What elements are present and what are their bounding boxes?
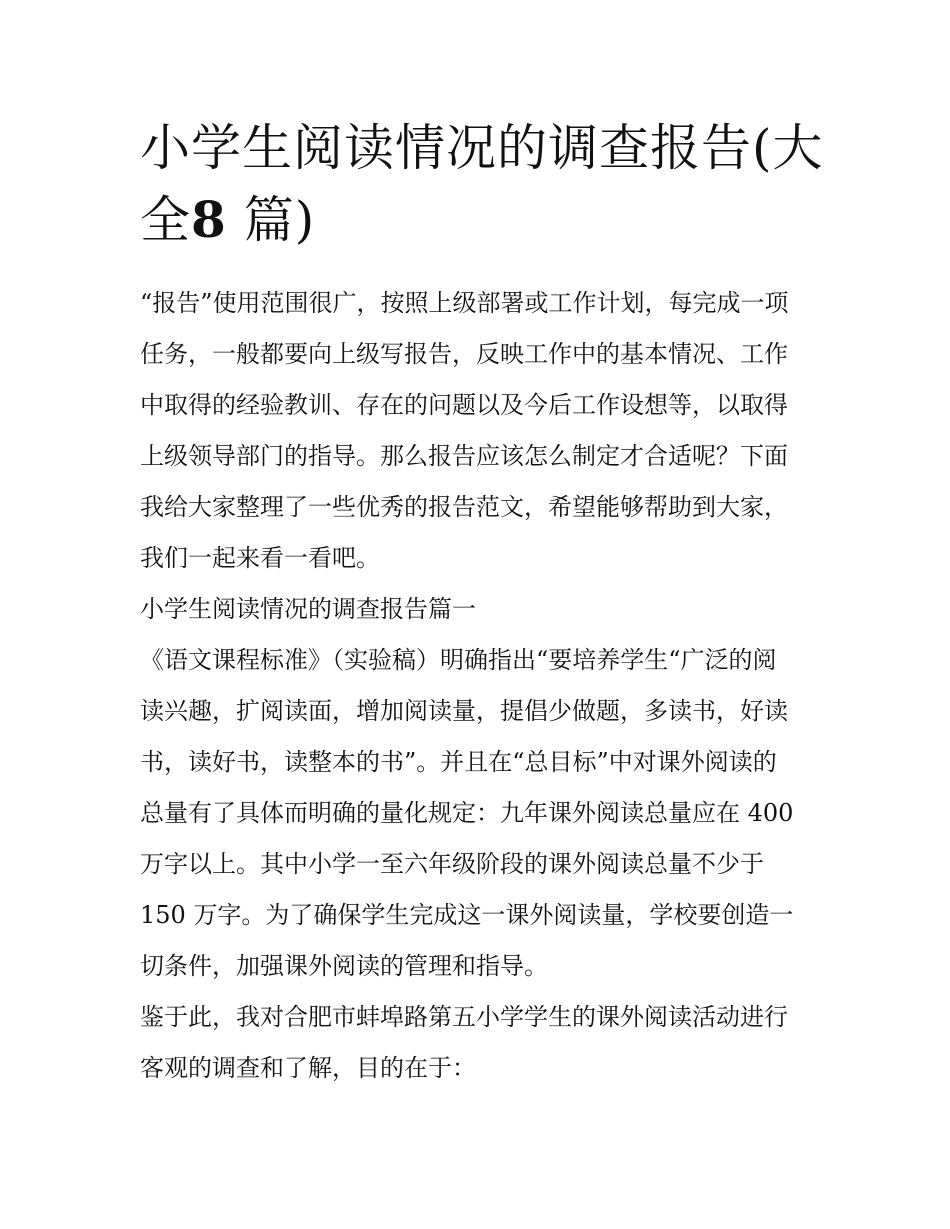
body-line: 切条件，加强课外阅读的管理和指导。 xyxy=(140,952,548,980)
body-line: 150 万字。为了确保学生完成这一课外阅读量，学校要创造一 xyxy=(140,901,794,929)
body-line: 《语文课程标准》（实验稿）明确指出“要培养学生“广泛的阅 xyxy=(140,646,777,674)
body-line: 任务，一般都要向上级写报告，反映工作中的基本情况、工作 xyxy=(140,340,788,368)
title-number: 8 xyxy=(191,190,227,249)
body-line: “报告”使用范围很广，按照上级部署或工作计划，每完成一项 xyxy=(140,289,789,317)
body-line: 万字以上。其中小学一至六年级阶段的课外阅读总量不少于 xyxy=(140,850,764,878)
body-line: 中取得的经验教训、存在的问题以及今后工作设想等，以取得 xyxy=(140,391,788,419)
document-body xyxy=(140,278,820,1094)
body-line: 书，读好书，读整本的书”。并且在“总目标”中对课外阅读的 xyxy=(140,748,777,776)
body-line: 读兴趣，扩阅读面，增加阅读量，提倡少做题，多读书，好读 xyxy=(140,697,788,725)
body-line: 总量有了具体而明确的量化规定：九年课外阅读总量应在 400 xyxy=(140,799,794,827)
body-line: 我们一起来看一看吧。 xyxy=(140,544,380,572)
body-line: 鉴于此，我对合肥市蚌埠路第五小学学生的课外阅读活动进行 xyxy=(140,1003,788,1031)
document-title xyxy=(140,112,830,256)
title-text-part2: 篇) xyxy=(243,191,316,249)
body-line: 我给大家整理了一些优秀的报告范文，希望能够帮助到大家， xyxy=(140,493,788,521)
body-line: 上级领导部门的指导。那么报告应该怎么制定才合适呢？下面 xyxy=(140,442,788,470)
section-heading: 小学生阅读情况的调查报告篇一 xyxy=(140,595,476,623)
body-line: 客观的调查和了解，目的在于： xyxy=(140,1054,476,1082)
title-text-part1: 小学生阅读情况的调查报告(大全 xyxy=(140,119,824,249)
